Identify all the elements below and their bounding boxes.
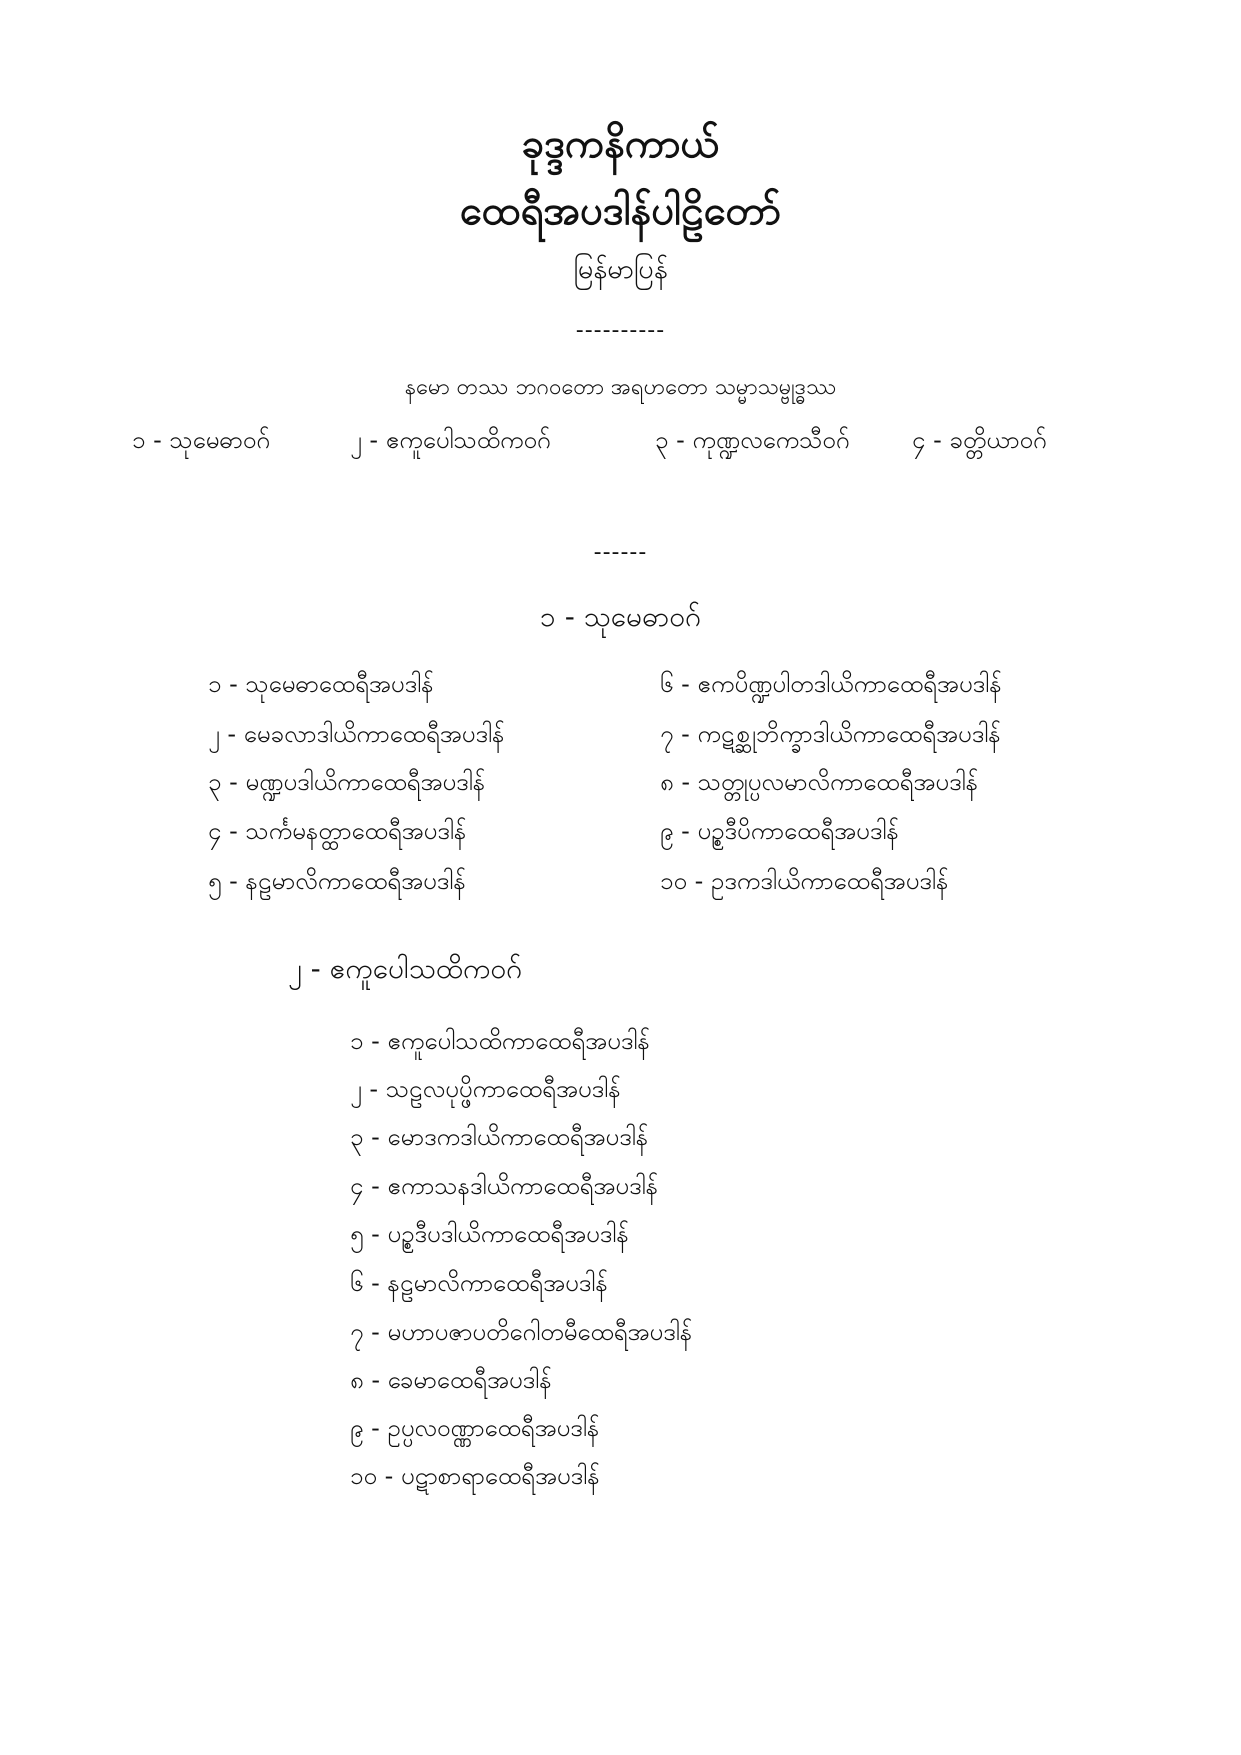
- volume-item: ၃ - ကုဏ္ဍလကေသီဝဂ်: [655, 426, 850, 454]
- list-item: ၂ - သဠလပုပ္ဖိကာထေရီအပဒါန်: [350, 1075, 621, 1103]
- list-item: ၅ - ပဉ္စဒီပဒါယိကာထေရီအပဒါန်: [350, 1220, 629, 1248]
- list-item: ၃ - မောဒကဒါယိကာထေရီအပဒါန်: [350, 1123, 649, 1151]
- volume-item: ၁ - သုမေဓာဝဂ်: [132, 426, 270, 454]
- list-item: ၈ - ခေမာထေရီအပဒါန်: [350, 1366, 552, 1394]
- title-line-1: ခုဒ္ဒကနိကာယ်: [521, 121, 720, 167]
- list-item: ၇ - ကဋစ္ဆုဘိက္ခာဒါယိကာထေရီအပဒါန်: [660, 720, 1001, 748]
- list-item: ၈ - သတ္တုပ္ပလမာလိကာထေရီအပဒါန်: [660, 768, 979, 796]
- list-item: ၅ - နဠမာလိကာထေရီအပဒါန်: [208, 867, 466, 895]
- list-item: ၇ - မဟာပဇာပတိဂေါတမီထေရီအပဒါန်: [350, 1318, 693, 1346]
- divider-bottom: ------: [593, 540, 648, 565]
- divider-top: ----------: [575, 318, 666, 343]
- list-item: ၂ - မေခလာဒါယိကာထေရီအပဒါန်: [208, 720, 505, 748]
- list-item: ၆ - နဠမာလိကာထေရီအပဒါန်: [350, 1269, 608, 1297]
- list-item: ၃ - မဏ္ဍပဒါယိကာထေရီအပဒါန်: [208, 768, 486, 796]
- section-2-heading: ၂ - ဧကူပေါသထိကဝဂ်: [288, 952, 523, 985]
- list-item: ၁၀ - ပဋာစာရာထေရီအပဒါန်: [350, 1462, 600, 1490]
- list-item: ၄ - ဧကာသနဒါယိကာထေရီအပဒါန်: [350, 1172, 659, 1200]
- subtitle: မြန်မာပြန်: [573, 254, 668, 285]
- volume-item: ၄ - ခတ္တိယာဝဂ်: [912, 426, 1047, 454]
- list-item: ၁၀ - ဥဒကဒါယိကာထေရီအပဒါန်: [660, 867, 949, 895]
- section-1-heading: ၁ - သုမေဓာဝဂ်: [540, 600, 701, 633]
- list-item: ၄ - သင်္ကမနတ္ထာထေရီအပဒါန်: [208, 817, 467, 845]
- list-item: ၉ - ဥပ္ပလဝဏ္ဏာထေရီအပဒါန်: [350, 1414, 600, 1442]
- list-item: ၉ - ပဉ္စဒီပိကာထေရီအပဒါန်: [660, 817, 899, 845]
- title-line-2: ထေရီအပဒါန်ပါဠိတော်: [460, 188, 781, 234]
- volume-item: ၂ - ဧကူပေါသထိကဝဂ်: [350, 426, 551, 454]
- list-item: ၁ - သုမေဓာထေရီအပဒါန်: [208, 670, 434, 698]
- homage-line: နမော တဿ ဘဂဝတော အရဟတော သမ္မာသမ္ဗုဒ္ဓဿ: [404, 375, 837, 400]
- list-item: ၁ - ဧကူပေါသထိကာထေရီအပဒါန်: [350, 1027, 650, 1055]
- list-item: ၆ - ဧကပိဏ္ဍပါတဒါယိကာထေရီအပဒါန်: [660, 670, 1002, 698]
